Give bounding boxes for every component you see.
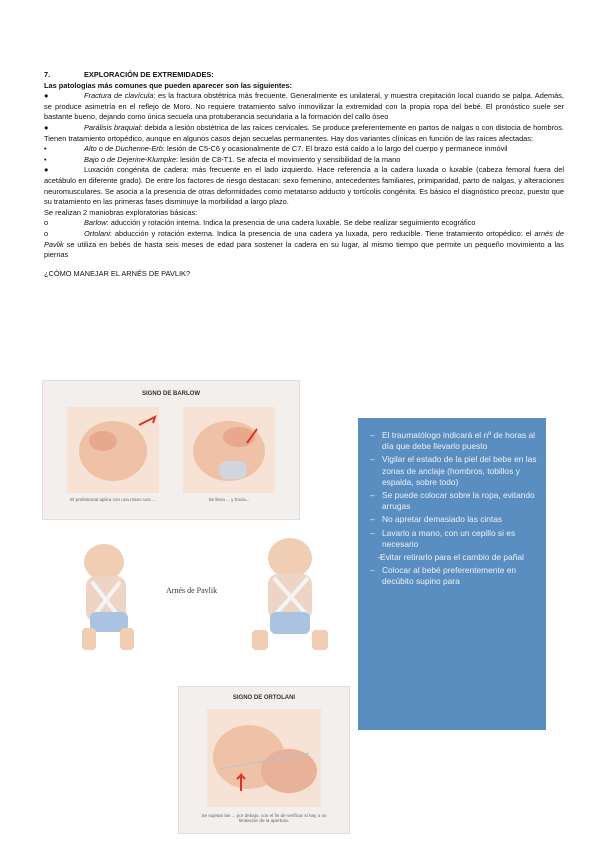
barlow-caption-2: Se lleva ... y hacia... [208,497,250,502]
pavlik-tips-box [358,418,546,730]
section-heading [44,70,564,81]
ortolani-caption: Se sujetan las ... por debajo, con el fin de verificar si hay o no limitación de la apertura. [201,813,327,824]
pavlik-question: ¿CÓMO MANEJAR EL ARNÉS DE PAVLIK? [44,268,191,278]
item-term: Fractura de clavícula [84,91,154,101]
list-item: – El traumatólogo indicará el nº de horas al día que debe llevarlo puesto [370,430,538,452]
list-item: – Vigilar el estado de la piel del bebe en las zonas de anclaje (hombros, tobillos y espalda, sobre todo) [370,454,538,488]
maneuver-barlow: o Barlow: aducción y rotación interna. Indica la presencia de una cadera luxable. Se debe realizar seguimiento ecográfico [44,218,476,228]
item-term: Alto o de Duchenne-Erb [84,144,163,154]
item-duchenne: • Alto o de Duchenne-Erb: lesión de C5-C6 y ocasionalmente de C7. El brazo está caído a lo largo del cuerpo y permanece inmóvil [44,144,508,154]
list-item: – Evitar retirarlo para el cambio de pañal [370,552,538,563]
list-item: – Lavarlo a mano, con un cepillo si es necesario [370,528,538,550]
item-fractura: ● Fractura de clavícula: es la fractura obstétrica más frecuente. Generalmente es unilateral, y muestra crepitación local cuando se palpa. Además, se produce asimetría en el reflejo de Moro. No requiere tratamiento salvo inmovilizar la extremidad con la propia ropa del bebé. El pronóstico suele ser bastante bueno, dejando como única secuela una protuberancia secundaria a la formación del callo óseo [44,91,564,122]
barlow-caption-1: El profesional aplica con una mano una ... [70,497,156,502]
maneuver-ortolani: o Ortolani: abducción y rotación externa. Indica la presencia de una cadera ya luxada, pero reducible. Tiene tratamiento ortopédico: el arnés de Pavlik se utiliza en bebés de hasta seis meses de edad para sostener la cadera en su lugar, al mismo tiempo que permite un pequeño movimiento a las piernas [44,228,565,260]
document-body [44,70,564,279]
ortolani-illustration [179,687,349,833]
tips-list [358,418,546,588]
item-term: Bajo o de Dejerine-Klumpke [84,154,177,164]
list-item: – Colocar al bebé preferentemente en decúbito supino para [370,565,538,587]
item-luxacion: ● Luxación congénita de cadera: más frecuente en el lado izquierdo. Hace referencia a la cadera luxada o luxable (cabeza femoral fuera del acetábulo en diferente grado). De entre los factores de riesgo destacan: sexo femenino, antecedentes familiares, primiparidad, parto de nalgas, y alteraciones neuromusculares. Se asocia a la presencia de otras deformidades como metatarso adducto y tortícolis congénita. Es básico el diagnóstico precoz, puesto que su tratamiento en las primeras fases disminuye la morbilidad a largo plazo. [44,165,564,207]
barlow-figure [42,380,300,520]
item-dejerine: • Bajo o de Dejerine-Klumpke: lesión de C8-T1. Se afecta el movimiento y sensibilidad de la mano [44,154,401,164]
ortolani-title: SIGNO DE ORTOLANI [232,695,296,701]
pavlik-figure [64,532,334,654]
barlow-title: SIGNO DE BARLOW [142,391,200,397]
ortolani-figure [178,686,350,834]
list-item: – Se puede colocar sobre la ropa, evitando arrugas [370,490,538,512]
section-intro: Las patologías más comunes que pueden aparecer son las siguientes: [44,80,293,90]
item-term: Parálisis braquial [84,122,141,132]
section-number: 7. [44,70,51,79]
pavlik-label: Arnés de Pavlik [166,586,218,595]
item-paralisis: ● Parálisis braquial: debida a lesión obstétrica de las raíces cervicales. Se produce preferentemente en partos de nalgas o con distocia de hombros. Tienen tratamiento ortopédico, aunque en algunos casos dejan secuelas permanentes. Hay dos variantes clínicas en función de las raíces afectadas: [44,122,564,143]
section-title: EXPLORACIÓN DE EXTREMIDADES: [84,70,214,79]
list-item: – No apretar demasiado las cintas [370,514,538,525]
maneuvers-intro: Se realizan 2 maniobras exploratorias básicas: [44,207,198,217]
